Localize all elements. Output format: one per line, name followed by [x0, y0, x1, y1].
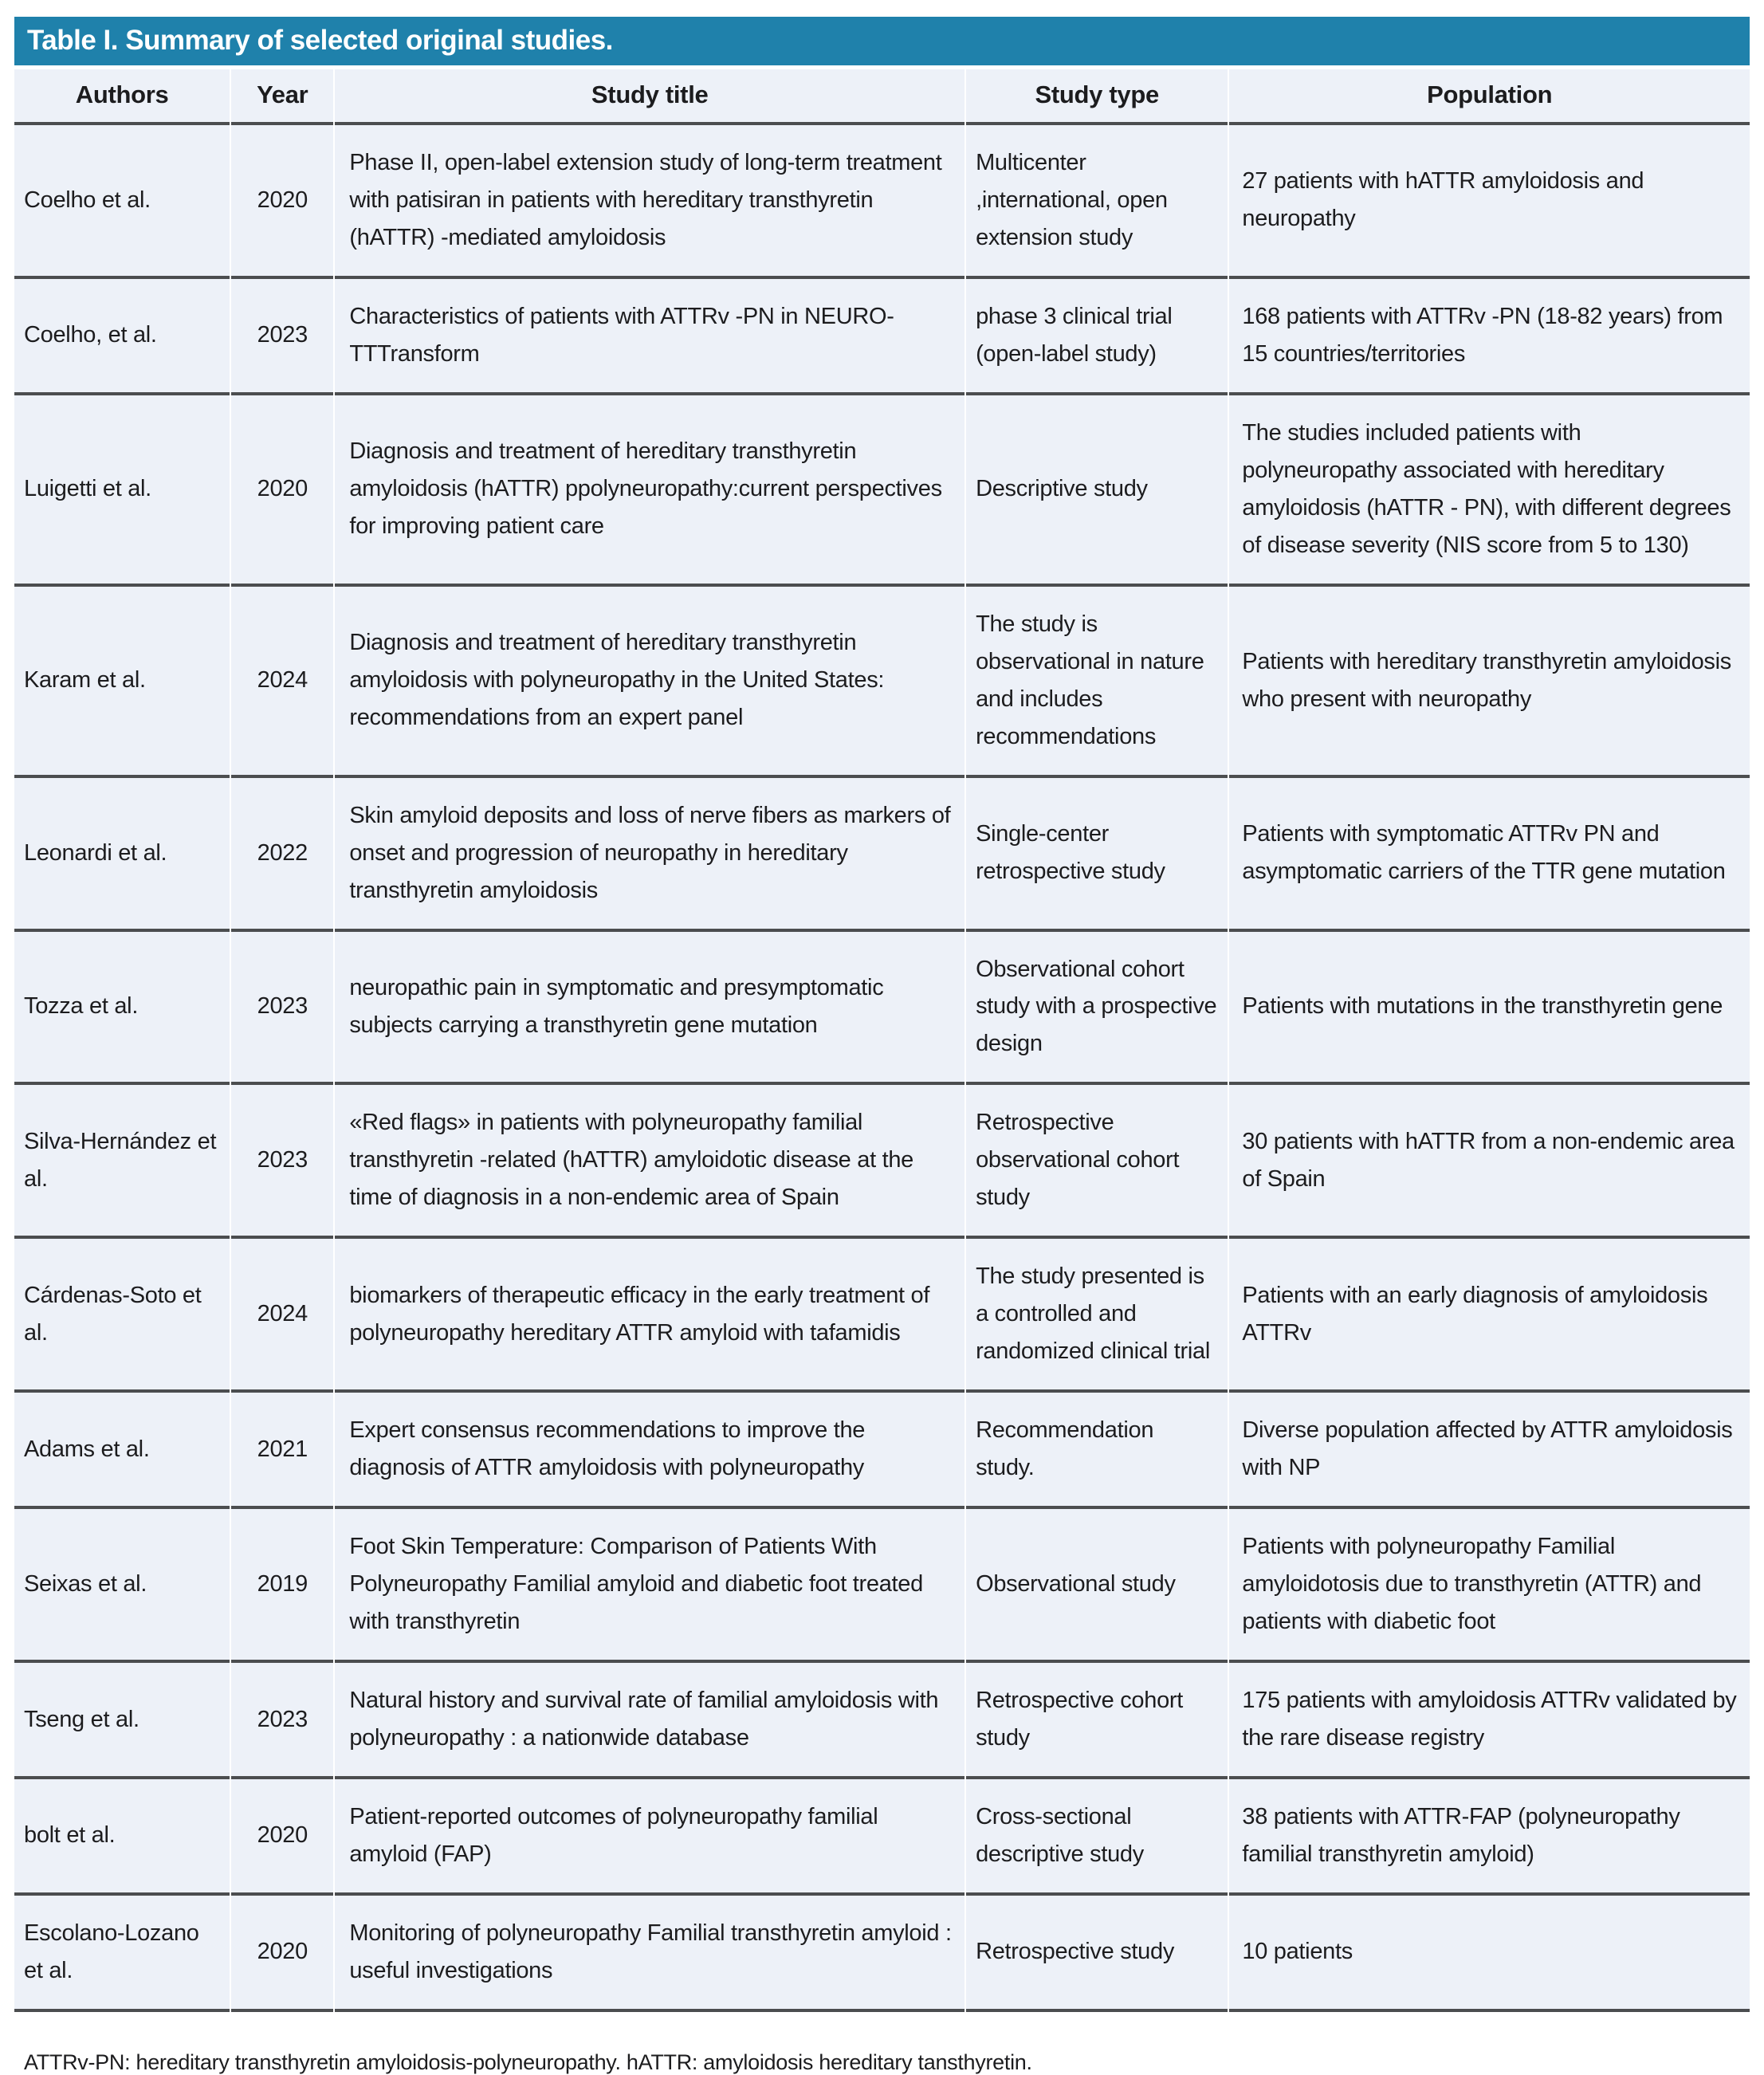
table-row	[14, 276, 1750, 392]
cell-title: Monitoring of polyneuropathy Familial transthyretin amyloid : useful investigations	[335, 1892, 965, 2012]
table-title: Table I. Summary of selected original studies.	[27, 25, 613, 56]
cell-title: Characteristics of patients with ATTRv -PN in NEURO- TTTransform	[335, 276, 965, 392]
cell-title: «Red flags» in patients with polyneuropathy familial transthyretin -related (hATTR) amyloidotic disease at the time of diagnosis in a non-endemic area of Spain	[335, 1082, 965, 1236]
cell-authors: Karam et al.	[14, 584, 230, 775]
cell-year: 2023	[231, 276, 333, 392]
cell-population: Patients with hereditary transthyretin amyloidosis who present with neuropathy	[1229, 584, 1750, 775]
cell-population: 175 patients with amyloidosis ATTRv validated by the rare disease registry	[1229, 1660, 1750, 1776]
table-header	[14, 69, 1750, 122]
cell-authors: bolt et al.	[14, 1776, 230, 1892]
cell-type: Retrospective observational cohort study	[966, 1082, 1228, 1236]
header-row	[14, 69, 1750, 122]
cell-year: 2021	[231, 1389, 333, 1506]
cell-type: Cross-sectional descriptive study	[966, 1776, 1228, 1892]
cell-title: Phase II, open-label extension study of long-term treatment with patisiran in patients with hereditary transthyretin (hATTR) -mediated amyloidosis	[335, 122, 965, 276]
table-row	[14, 1082, 1750, 1236]
cell-population: Patients with polyneuropathy Familial amyloidotosis due to transthyretin (ATTR) and patients with diabetic foot	[1229, 1506, 1750, 1660]
table-row	[14, 1506, 1750, 1660]
table-row	[14, 392, 1750, 584]
cell-type: Recommendation study.	[966, 1389, 1228, 1506]
cell-authors: Luigetti et al.	[14, 392, 230, 584]
cell-type: Multicenter ,international, open extension study	[966, 122, 1228, 276]
cell-authors: Tozza et al.	[14, 929, 230, 1083]
cell-title: biomarkers of therapeutic efficacy in the early treatment of polyneuropathy hereditary ATTR amyloid with tafamidis	[335, 1236, 965, 1389]
cell-type: Descriptive study	[966, 392, 1228, 584]
table-footnote: ATTRv-PN: hereditary transthyretin amyloidosis-polyneuropathy. hATTR: amyloidosis hereditary tansthyretin.	[24, 2049, 1032, 2074]
column-header-population: Population	[1229, 69, 1750, 122]
cell-year: 2023	[231, 1660, 333, 1776]
cell-type: Observational study	[966, 1506, 1228, 1660]
cell-population: 38 patients with ATTR-FAP (polyneuropathy familial transthyretin amyloid)	[1229, 1776, 1750, 1892]
cell-authors: Seixas et al.	[14, 1506, 230, 1660]
cell-type: Single-center retrospective study	[966, 775, 1228, 929]
cell-year: 2019	[231, 1506, 333, 1660]
studies-table	[13, 69, 1751, 2012]
table-row	[14, 929, 1750, 1083]
column-header-study-title: Study title	[335, 69, 965, 122]
cell-year: 2020	[231, 122, 333, 276]
cell-authors: Escolano-Lozano et al.	[14, 1892, 230, 2012]
cell-population: Patients with mutations in the transthyretin gene	[1229, 929, 1750, 1083]
cell-title: Diagnosis and treatment of hereditary transthyretin amyloidosis (hATTR) ppolyneuropathy:current perspectives for improving patient care	[335, 392, 965, 584]
cell-population: 27 patients with hATTR amyloidosis and neuropathy	[1229, 122, 1750, 276]
cell-year: 2020	[231, 1892, 333, 2012]
cell-title: Natural history and survival rate of familial amyloidosis with polyneuropathy : a nationwide database	[335, 1660, 965, 1776]
cell-population: 30 patients with hATTR from a non-endemic area of Spain	[1229, 1082, 1750, 1236]
table-row	[14, 1776, 1750, 1892]
table-row	[14, 775, 1750, 929]
column-header-year: Year	[231, 69, 333, 122]
cell-type: phase 3 clinical trial (open-label study)	[966, 276, 1228, 392]
cell-population: Diverse population affected by ATTR amyloidosis with NP	[1229, 1389, 1750, 1506]
cell-year: 2022	[231, 775, 333, 929]
cell-title: Expert consensus recommendations to improve the diagnosis of ATTR amyloidosis with polyneuropathy	[335, 1389, 965, 1506]
table-body	[14, 122, 1750, 2012]
cell-population: 10 patients	[1229, 1892, 1750, 2012]
cell-title: Foot Skin Temperature: Comparison of Patients With Polyneuropathy Familial amyloid and diabetic foot treated with transthyretin	[335, 1506, 965, 1660]
cell-type: The study presented is a controlled and randomized clinical trial	[966, 1236, 1228, 1389]
column-header-authors: Authors	[14, 69, 230, 122]
cell-year: 2020	[231, 1776, 333, 1892]
table-row	[14, 122, 1750, 276]
cell-title: Patient-reported outcomes of polyneuropathy familial amyloid (FAP)	[335, 1776, 965, 1892]
cell-authors: Coelho, et al.	[14, 276, 230, 392]
table-row	[14, 1660, 1750, 1776]
table-title-bar	[14, 17, 1750, 65]
cell-population: 168 patients with ATTRv -PN (18-82 years) from 15 countries/territories	[1229, 276, 1750, 392]
cell-authors: Adams et al.	[14, 1389, 230, 1506]
table-row	[14, 1389, 1750, 1506]
cell-type: Retrospective cohort study	[966, 1660, 1228, 1776]
cell-type: The study is observational in nature and includes recommendations	[966, 584, 1228, 775]
table-row	[14, 1236, 1750, 1389]
cell-authors: Silva-Hernández et al.	[14, 1082, 230, 1236]
column-header-study-type: Study type	[966, 69, 1228, 122]
cell-authors: Cárdenas-Soto et al.	[14, 1236, 230, 1389]
cell-year: 2023	[231, 929, 333, 1083]
cell-type: Observational cohort study with a prospective design	[966, 929, 1228, 1083]
cell-title: Diagnosis and treatment of hereditary transthyretin amyloidosis with polyneuropathy in the United States: recommendations from an expert panel	[335, 584, 965, 775]
cell-population: Patients with an early diagnosis of amyloidosis ATTRv	[1229, 1236, 1750, 1389]
cell-authors: Coelho et al.	[14, 122, 230, 276]
table-row	[14, 1892, 1750, 2012]
cell-title: neuropathic pain in symptomatic and presymptomatic subjects carrying a transthyretin gene mutation	[335, 929, 965, 1083]
cell-type: Retrospective study	[966, 1892, 1228, 2012]
cell-year: 2023	[231, 1082, 333, 1236]
cell-authors: Tseng et al.	[14, 1660, 230, 1776]
table-row	[14, 584, 1750, 775]
cell-year: 2024	[231, 1236, 333, 1389]
cell-population: The studies included patients with polyneuropathy associated with hereditary amyloidosis (hATTR - PN), with different degrees of disease severity (NIS score from 5 to 130)	[1229, 392, 1750, 584]
cell-population: Patients with symptomatic ATTRv PN and asymptomatic carriers of the TTR gene mutation	[1229, 775, 1750, 929]
cell-year: 2024	[231, 584, 333, 775]
cell-authors: Leonardi et al.	[14, 775, 230, 929]
summary-table	[14, 17, 1750, 2075]
cell-year: 2020	[231, 392, 333, 584]
cell-title: Skin amyloid deposits and loss of nerve fibers as markers of onset and progression of neuropathy in hereditary transthyretin amyloidosis	[335, 775, 965, 929]
